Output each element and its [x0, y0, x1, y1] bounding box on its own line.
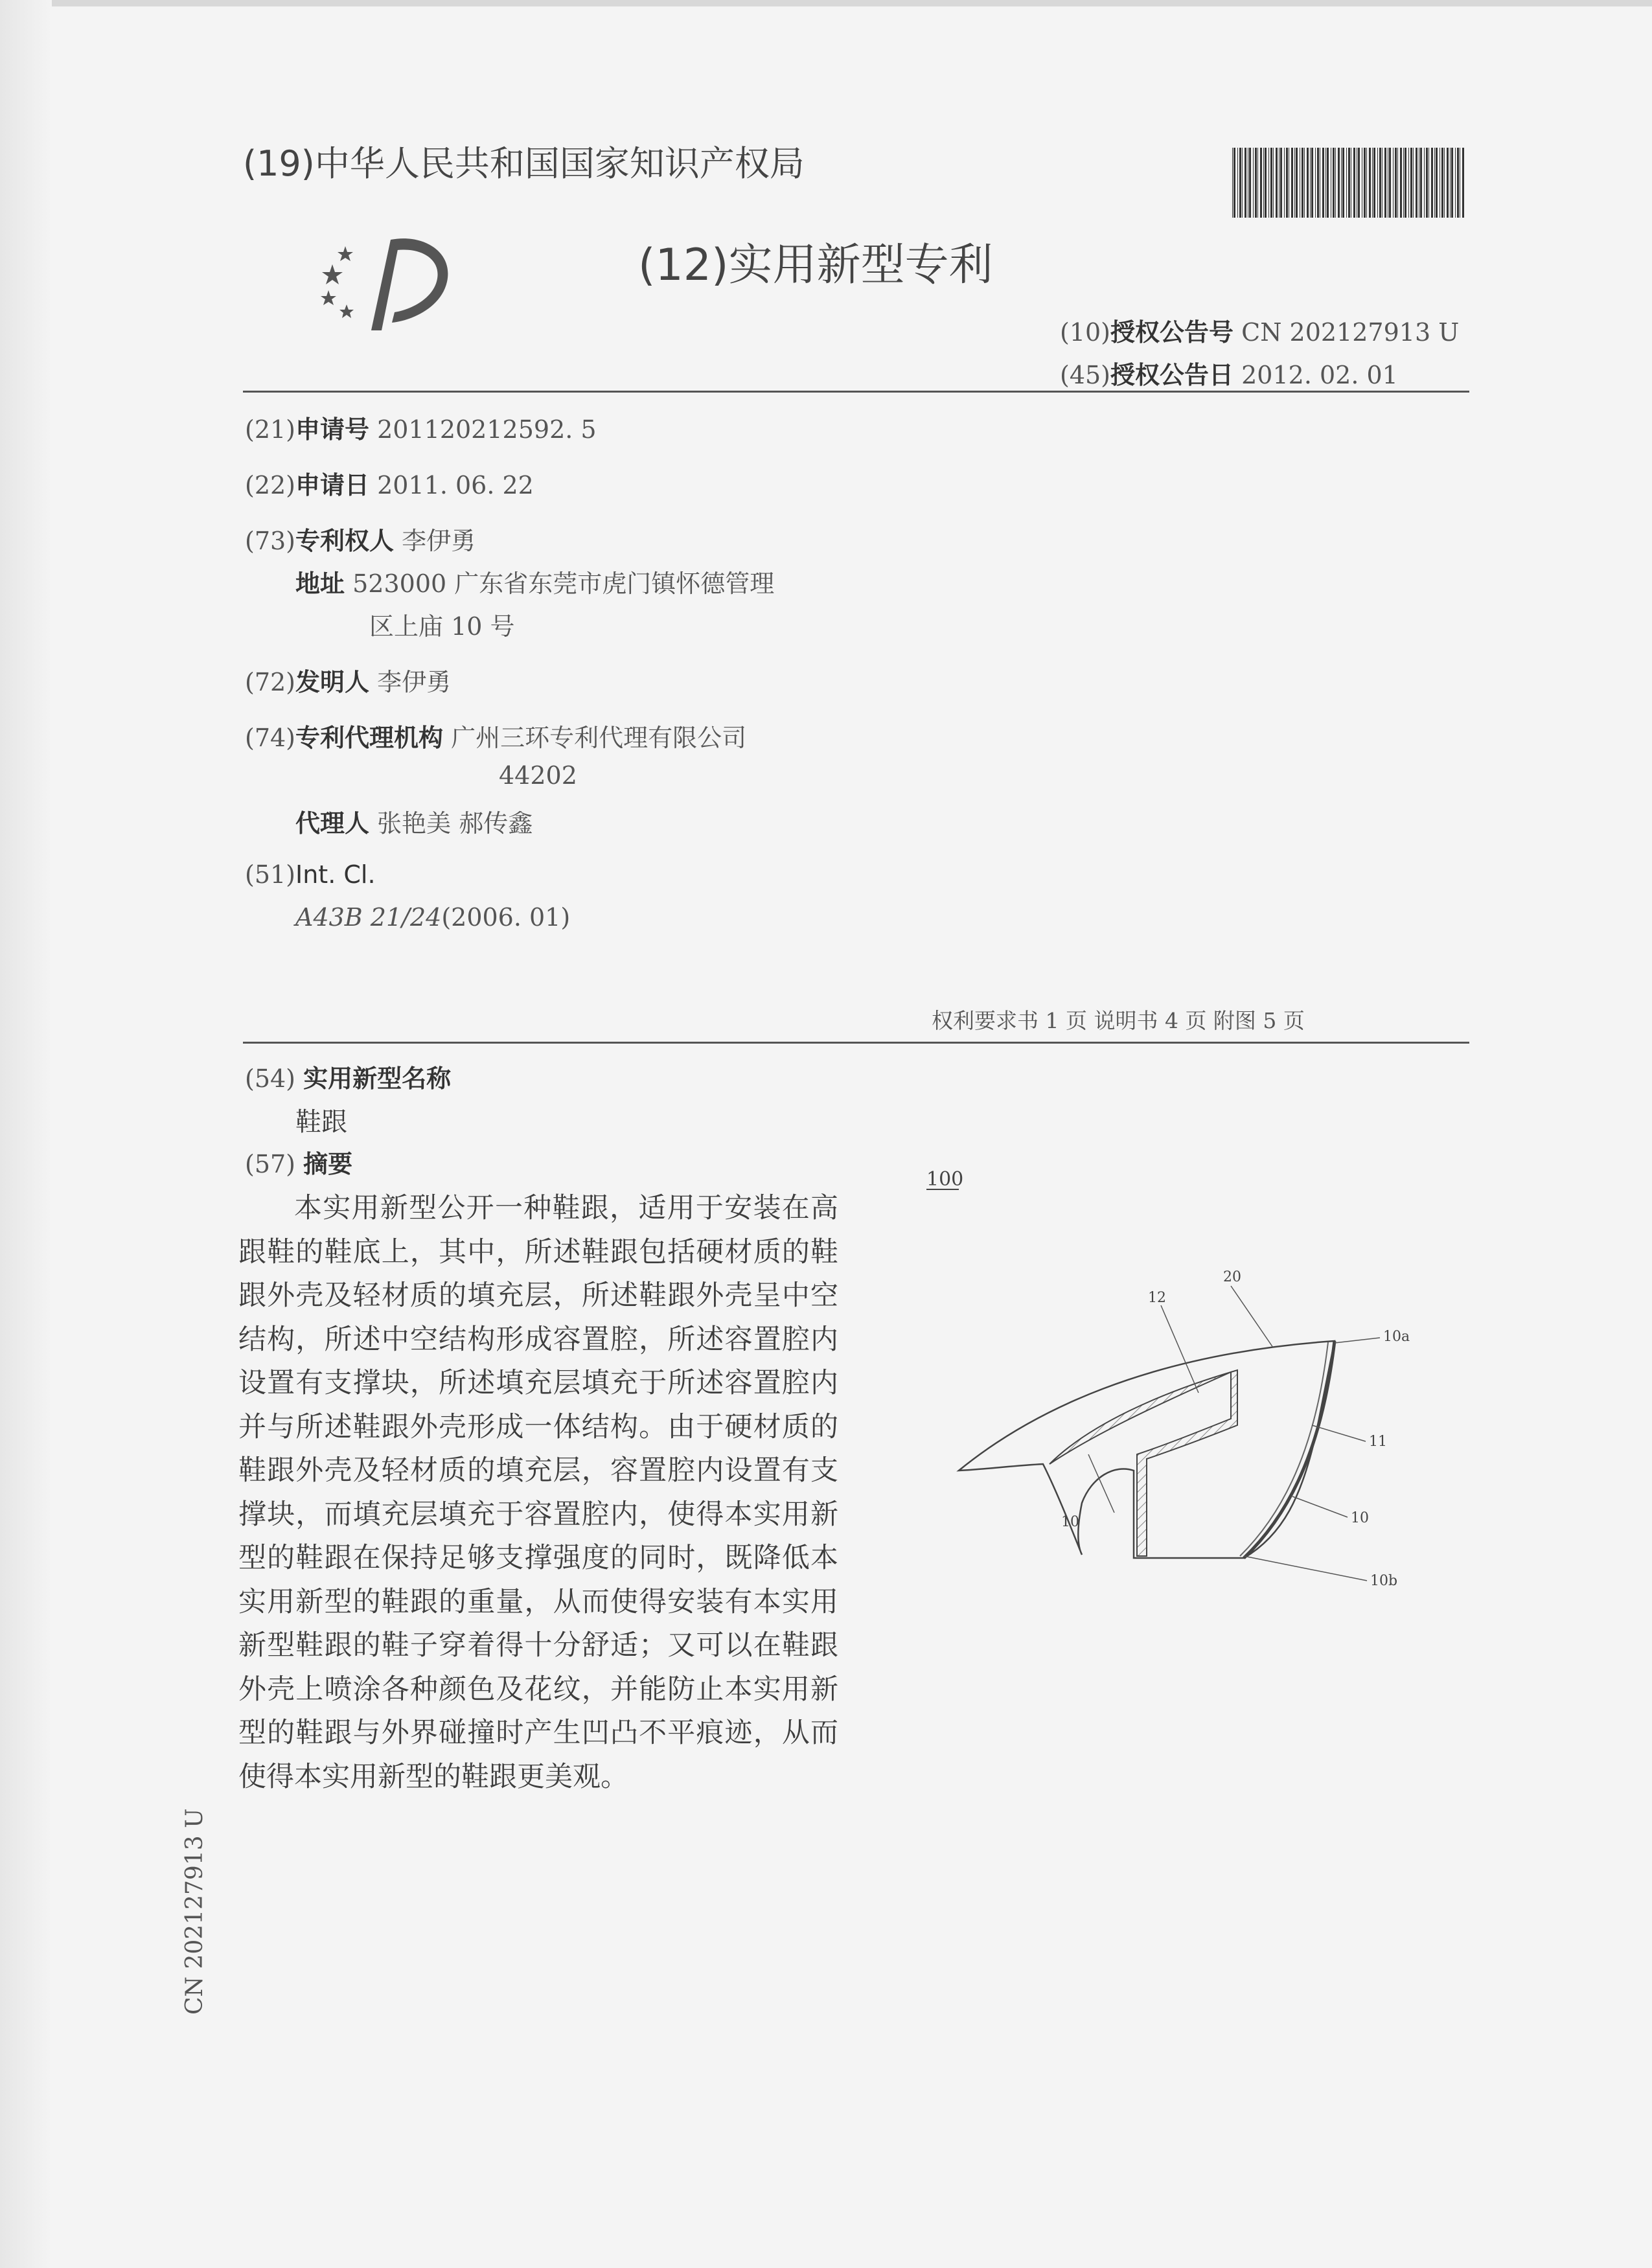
figure-ref-number: 100 — [926, 1168, 964, 1191]
patentee — [245, 521, 476, 556]
figure-label-10-left: 10 — [1061, 1514, 1079, 1530]
inventor — [245, 662, 451, 698]
field-label: 发明人 — [295, 668, 370, 696]
doctype-line — [638, 230, 993, 293]
field-label: 专利权人 — [295, 527, 395, 555]
address-line-2: 区上庙 10 号 — [369, 612, 515, 641]
page-top-edge — [0, 0, 1652, 6]
address — [295, 564, 774, 599]
int-cl — [245, 860, 376, 889]
figure-label-11: 11 — [1369, 1434, 1387, 1450]
pubdate-code: (45) — [1060, 361, 1111, 389]
publication-number — [1060, 312, 1459, 348]
pubdate-label: 授权公告日 — [1110, 361, 1234, 389]
page-left-shadow — [0, 0, 52, 2268]
figure-label-10b: 10b — [1370, 1573, 1398, 1589]
figure-label-12: 12 — [1148, 1290, 1166, 1306]
publication-date — [1060, 355, 1398, 391]
doctype-code: (12) — [638, 240, 729, 291]
abstract-heading — [245, 1144, 352, 1180]
figure-label-20: 20 — [1223, 1269, 1241, 1285]
field-code: (22) — [245, 471, 296, 499]
field-label: 代理人 — [295, 809, 370, 838]
field-code: (51) — [245, 860, 296, 889]
section-rule — [243, 1042, 1469, 1044]
field-code: (74) — [245, 724, 296, 752]
address-continued — [369, 606, 515, 642]
barcode — [1232, 148, 1467, 218]
field-code: (72) — [245, 668, 296, 696]
utility-model-title-heading — [245, 1059, 451, 1094]
field-value: 201120212592. 5 — [377, 415, 597, 444]
field-label: 实用新型名称 — [303, 1064, 452, 1093]
side-publication-number: CN 202127913 U — [181, 1808, 208, 2015]
figure-label-10a: 10a — [1383, 1329, 1410, 1345]
field-code: (57) — [245, 1150, 296, 1178]
field-value: 广州三环专利代理有限公司 — [451, 724, 747, 752]
agency — [245, 718, 746, 753]
field-label: 地址 — [295, 569, 345, 598]
figure-label-10-right: 10 — [1351, 1510, 1369, 1526]
field-label: 摘要 — [303, 1150, 353, 1178]
pubno-label: 授权公告号 — [1110, 318, 1234, 347]
ipc-class: A43B 21/24 — [295, 903, 442, 932]
ipc-version: (2006. 01) — [441, 903, 571, 932]
cnipa-logo — [314, 227, 463, 343]
header-rule — [243, 391, 1469, 393]
field-value: 2011. 06. 22 — [377, 471, 534, 499]
int-cl-class — [295, 903, 570, 932]
agency-number: 44202 — [499, 761, 577, 790]
abstract-body — [238, 1187, 838, 1799]
address-line-1: 523000 广东省东莞市虎门镇怀德管理 — [352, 569, 775, 598]
field-label: 申请日 — [295, 471, 370, 499]
field-value: 李伊勇 — [377, 668, 452, 696]
field-code: (73) — [245, 527, 296, 555]
application-number — [245, 409, 597, 445]
field-value: 张艳美 郝传鑫 — [377, 809, 533, 838]
application-date — [245, 465, 534, 501]
shoe-heel-figure — [920, 1160, 1477, 1613]
pages-info: 权利要求书 1 页 说明书 4 页 附图 5 页 — [932, 1008, 1305, 1033]
office-name: 中华人民共和国国家知识产权局 — [314, 143, 805, 184]
pubdate-value: 2012. 02. 01 — [1241, 361, 1398, 389]
field-label: 申请号 — [295, 415, 370, 444]
field-label: 专利代理机构 — [295, 724, 444, 752]
field-value: 李伊勇 — [402, 527, 476, 555]
field-label: Int. Cl. — [295, 860, 376, 889]
pubno-value: CN 202127913 U — [1241, 318, 1460, 347]
utility-model-title: 鞋跟 — [295, 1107, 347, 1137]
agent — [295, 803, 533, 839]
abstract-text: 本实用新型公开一种鞋跟，适用于安装在高跟鞋的鞋底上，其中，所述鞋跟包括硬材质的鞋跟外壳及轻材质的填充层，所述鞋跟外壳呈中空结构，所述中空结构形成容置腔，所述容置腔内设置有支撑块，所述填充层填充于所述容置腔内并与所述鞋跟外壳形成一体结构。由于硬材质的鞋跟外壳及轻材质的填充层，容置腔内设置有支撑块，而填充层填充于容置腔内，使得本实用新型的鞋跟在保持足够支撑强度的同时，既降低本实用新型的鞋跟的重量，从而使得安装有本实用新型鞋跟的鞋子穿着得十分舒适；又可以在鞋跟外壳上喷涂各种颜色及花纹，并能防止本实用新型的鞋跟与外界碰撞时产生凹凸不平痕迹，从而使得本实用新型的鞋跟更美观。 — [238, 1192, 838, 1793]
doctype-title: 实用新型专利 — [728, 240, 993, 291]
field-code: (21) — [245, 415, 296, 444]
agency-code — [499, 761, 577, 790]
office-code: (19) — [243, 143, 315, 184]
office-line — [243, 136, 805, 186]
field-code: (54) — [245, 1064, 296, 1093]
pubno-code: (10) — [1060, 318, 1111, 347]
